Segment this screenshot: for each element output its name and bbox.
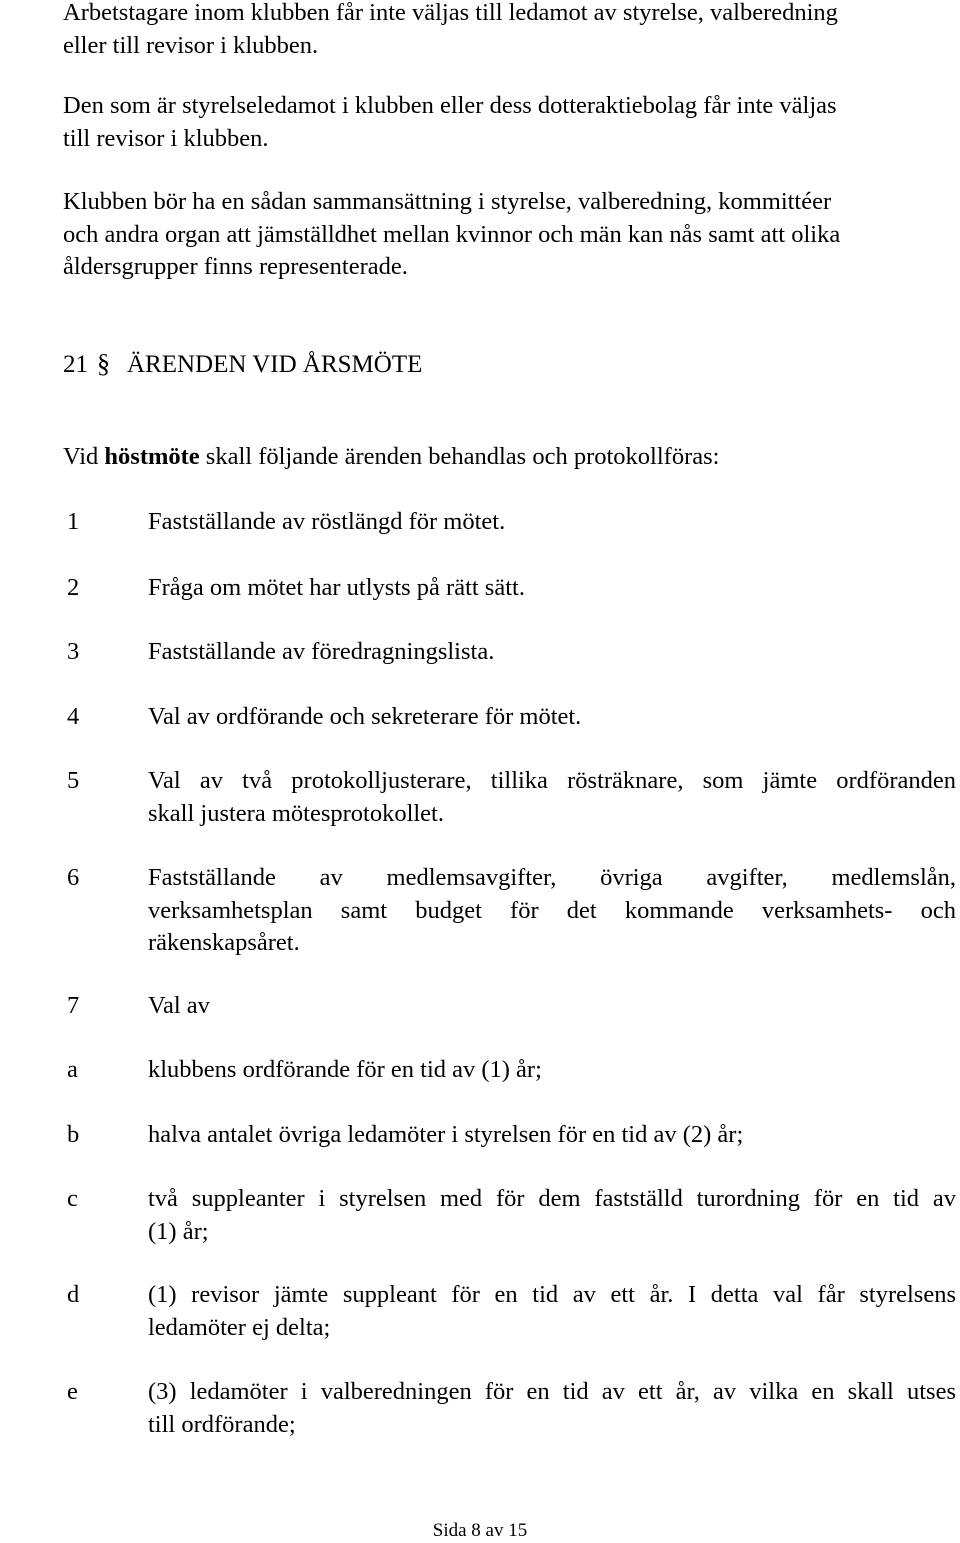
paragraph-employees-ineligible bbox=[63, 0, 956, 62]
intro-bold-term: höstmöte bbox=[104, 443, 200, 470]
subitem-text bbox=[148, 1279, 956, 1344]
item-number: 6 bbox=[67, 864, 80, 891]
subitem-line: (3) ledamöter i valberedningen för en tid av ett år, av vilka en skall utses bbox=[148, 1378, 956, 1405]
item-text bbox=[148, 862, 956, 960]
subitem-letter: c bbox=[67, 1185, 78, 1212]
paragraph-line: till revisor i klubben. bbox=[63, 124, 269, 152]
item-line: Val av ordförande och sekreterare för mötet. bbox=[148, 703, 582, 730]
subitem-text bbox=[148, 1119, 956, 1152]
subitem-line: klubbens ordförande för en tid av (1) år; bbox=[148, 1056, 542, 1083]
section-heading bbox=[63, 346, 422, 383]
paragraph-board-member-not-auditor bbox=[63, 90, 956, 155]
subitem-line: ledamöter ej delta; bbox=[148, 1313, 331, 1341]
paragraph-line: Klubben bör ha en sådan sammansättning i styrelse, valberedning, kommittéer bbox=[63, 188, 832, 215]
subitem-letter: e bbox=[67, 1378, 78, 1405]
subitem-line: (1) revisor jämte suppleant för en tid av ett år. I detta val får styrelsens bbox=[148, 1281, 956, 1308]
item-line: räkenskapsåret. bbox=[148, 929, 300, 956]
item-number: 3 bbox=[67, 638, 80, 665]
intro-prefix: Vid bbox=[63, 443, 105, 470]
item-text bbox=[148, 990, 956, 1023]
subitem-line: till ordförande; bbox=[148, 1410, 296, 1438]
item-number: 2 bbox=[67, 574, 80, 601]
paragraph-line: Den som är styrelseledamot i klubben eller dess dotteraktiebolag får inte väljas bbox=[63, 92, 837, 119]
item-line: verksamhetsplan samt budget för det kommande verksamhets- och bbox=[148, 896, 956, 924]
item-text bbox=[148, 701, 956, 734]
subitem-text bbox=[148, 1376, 956, 1441]
item-text bbox=[148, 572, 956, 605]
item-number: 7 bbox=[67, 992, 80, 1019]
subitem-line: två suppleanter i styrelsen med för dem fastställd turordning för en tid av bbox=[148, 1185, 956, 1212]
section-number: 21 bbox=[63, 351, 88, 378]
subitem-letter: b bbox=[67, 1121, 80, 1148]
section-title: ÄRENDEN VID ÅRSMÖTE bbox=[127, 351, 423, 378]
item-line: Val av två protokolljusterare, tillika rösträknare, som jämte ordföranden bbox=[148, 767, 956, 794]
item-number: 1 bbox=[67, 508, 80, 535]
subitem-text bbox=[148, 1054, 956, 1087]
item-text bbox=[148, 636, 956, 669]
item-line: Val av bbox=[148, 992, 210, 1019]
item-number: 5 bbox=[67, 767, 80, 794]
subitem-line: (1) år; bbox=[148, 1217, 209, 1245]
item-text bbox=[148, 765, 956, 830]
paragraph-line: Arbetstagare inom klubben får inte väljas till ledamot av styrelse, valberedning bbox=[63, 0, 838, 26]
intro-suffix: skall följande ärenden behandlas och protokollföras: bbox=[199, 443, 720, 470]
paragraph-line: och andra organ att jämställdhet mellan kvinnor och män kan nås samt att olika bbox=[63, 220, 841, 248]
paragraph-composition-equality bbox=[63, 186, 956, 284]
subitem-text bbox=[148, 1183, 956, 1248]
section-symbol: § bbox=[97, 349, 110, 378]
agenda-intro bbox=[63, 440, 719, 474]
item-line: skall justera mötesprotokollet. bbox=[148, 799, 444, 827]
item-text bbox=[148, 506, 956, 539]
item-number: 4 bbox=[67, 703, 80, 730]
paragraph-line: åldersgrupper finns representerade. bbox=[63, 253, 408, 280]
item-line: Fastställande av medlemsavgifter, övriga avgifter, medlemslån, bbox=[148, 864, 956, 891]
paragraph-line: eller till revisor i klubben. bbox=[63, 31, 319, 59]
page-number-footer: Sida 8 av 15 bbox=[432, 1520, 528, 1541]
subitem-letter: d bbox=[67, 1281, 80, 1308]
item-line: Fastställande av föredragningslista. bbox=[148, 638, 495, 665]
item-line: Fråga om mötet har utlysts på rätt sätt. bbox=[148, 574, 525, 601]
subitem-letter: a bbox=[67, 1056, 78, 1083]
subitem-line: halva antalet övriga ledamöter i styrelsen för en tid av (2) år; bbox=[148, 1121, 744, 1148]
item-line: Fastställande av röstlängd för mötet. bbox=[148, 508, 506, 535]
